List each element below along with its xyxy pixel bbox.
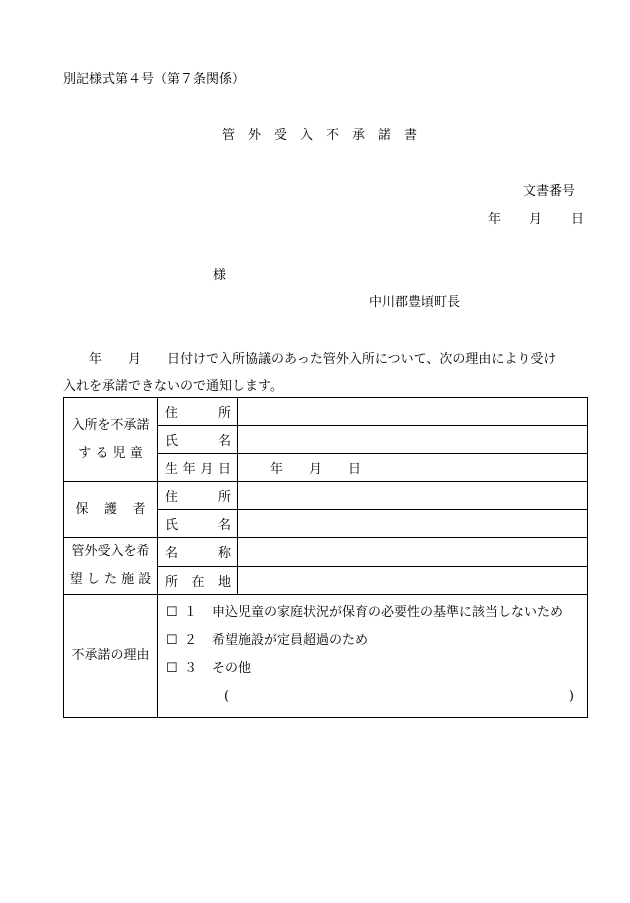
paren-close: ) xyxy=(568,689,574,704)
body-line-1: 年 月 日付けで入所協議のあった管外入所について、次の理由により受け xyxy=(89,352,557,367)
reason-item-1[interactable]: ☐ １ 申込児童の家庭状況が保育の必要性の基準に該当しないため xyxy=(166,599,587,627)
reason-other-detail[interactable] xyxy=(166,683,587,711)
child-birthdate-label: 生 年 月 日 xyxy=(158,454,238,482)
facility-name-field[interactable] xyxy=(238,538,588,567)
title-char: 諾 xyxy=(378,128,392,143)
reason-item-2[interactable]: ☐ ２ 希望施設が定員超過のため xyxy=(166,627,587,655)
guardian-address-field[interactable] xyxy=(238,482,588,510)
date-day: 日 xyxy=(571,212,585,227)
body-line-2: 入れを承諾できないので通知します。 xyxy=(63,379,283,394)
facility-name-label: 名 称 xyxy=(158,538,238,567)
addressee-suffix: 様 xyxy=(213,268,227,283)
form-header: 別記様式第４号（第７条関係） xyxy=(63,72,246,87)
child-address-label: 住 所 xyxy=(158,398,238,426)
refusal-form-table xyxy=(63,397,588,718)
title-char: 外 xyxy=(248,128,262,143)
facility-location-field[interactable] xyxy=(238,566,588,595)
title-char: 不 xyxy=(326,128,340,143)
date-year: 年 xyxy=(488,212,502,227)
child-name-label: 氏 名 xyxy=(158,426,238,454)
guardian-name-label: 氏 名 xyxy=(158,510,238,538)
reason-group-label: 不承諾の理由 xyxy=(64,595,158,718)
title-char: 入 xyxy=(300,128,314,143)
document-title xyxy=(222,124,430,143)
guardian-address-label: 住 所 xyxy=(158,482,238,510)
title-char: 書 xyxy=(404,128,418,143)
child-group-label: 入所を不承諾 す る 児 童 xyxy=(64,398,158,482)
title-char: 管 xyxy=(222,128,236,143)
facility-group-label: 管外受入を希 望 し た 施 設 xyxy=(64,538,158,595)
date-month: 月 xyxy=(529,212,543,227)
reason-item-3[interactable]: ☐ ３ その他 xyxy=(166,655,587,683)
child-name-field[interactable] xyxy=(238,426,588,454)
issuer-name: 中川郡豊頃町長 xyxy=(369,295,461,310)
paren-open: ( xyxy=(224,689,230,704)
checkbox-icon[interactable]: ☐ xyxy=(166,661,178,676)
guardian-group-label: 保 護 者 xyxy=(64,482,158,538)
facility-location-label: 所 在 地 xyxy=(158,566,238,595)
title-char: 受 xyxy=(274,128,288,143)
checkbox-icon[interactable]: ☐ xyxy=(166,633,178,648)
child-address-field[interactable] xyxy=(238,398,588,426)
child-birthdate-field[interactable]: 年 月 日 xyxy=(238,454,588,482)
issue-date xyxy=(488,208,584,227)
doc-number-label: 文書番号 xyxy=(523,184,576,199)
reason-list xyxy=(158,595,588,718)
title-char: 承 xyxy=(352,128,366,143)
checkbox-icon[interactable]: ☐ xyxy=(166,605,178,620)
guardian-name-field[interactable] xyxy=(238,510,588,538)
